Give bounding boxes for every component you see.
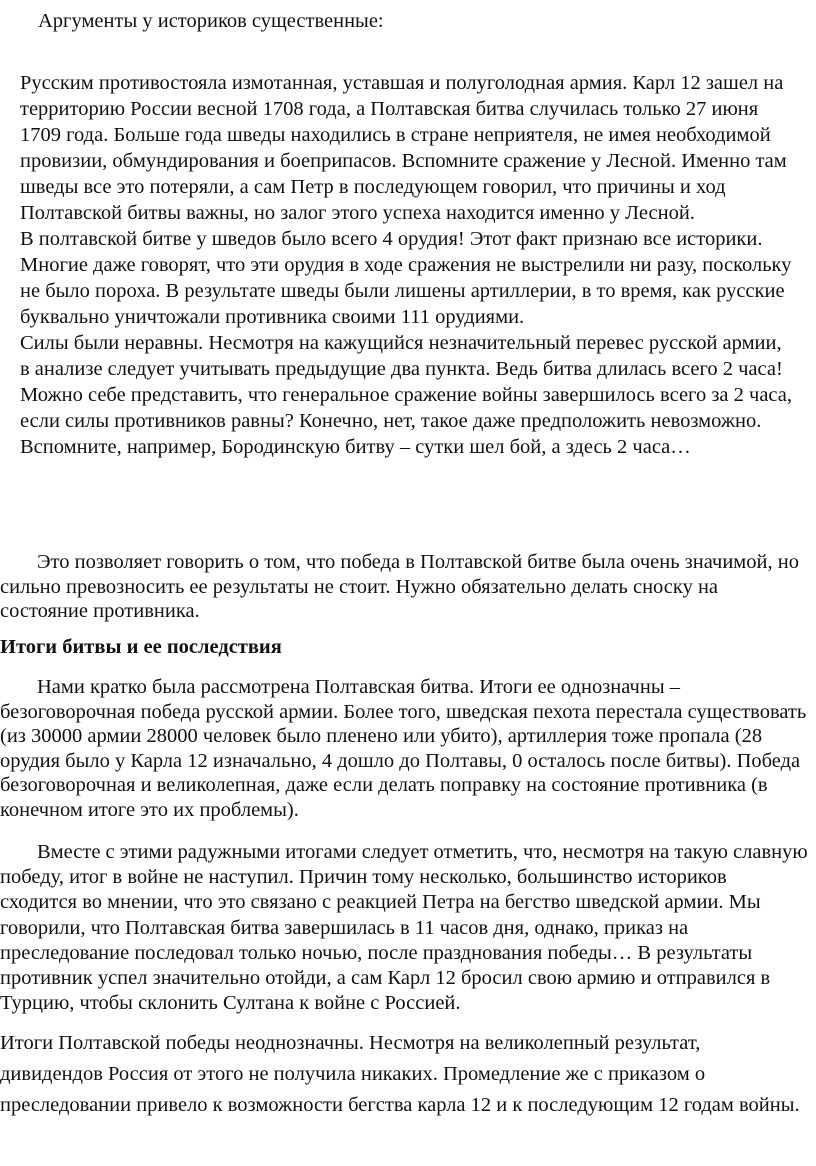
conclusion-paragraph: Это позволяет говорить о том, что победа в Полтавской битве была очень значимой, но сильно превозносить ее результаты не стоит. Нужно обязательно делать сноску на состояние противника. [0,551,799,622]
argument-paragraph-3: Силы были неравны. Несмотря на кажущийся незначительный перевес русской армии, в анализе следует учитывать предыдущие два пункта. Ведь битва длилась всего 2 часа! Можно себе представить, что генеральное сражение войны завершилось всего за 2 часа, если силы противников равны? Конечно, нет, такое даже предположить невозможно. Вспомните, например, Бородинскую битву – сутки шел бой, а здесь 2 часа… [20,332,792,458]
intro-paragraph: Аргументы у историков существенные: [38,10,384,32]
argument-paragraph-2: В полтавской битве у шведов было всего 4 орудия! Этот факт признаю все историки. Многие даже говорят, что эти орудия в ходе сражения не выстрелили ни разу, поскольку не было пороха. В результате шведы были лишены артиллерии, в то время, как русские буквально уничтожали противника своими 111 орудиями. [20,228,792,328]
results-paragraph-3: Итоги Полтавской победы неоднозначны. Несмотря на великолепный результат, дивидендов Россия от этого не получила никаких. Промедление же с приказом о преследовании привело к возможности бегства карла 12 и к последующим 12 годам войны. [0,1032,800,1116]
argument-paragraph-1: Русским противостояла измотанная, уставшая и полуголодная армия. Карл 12 зашел на территорию России весной 1708 года, а Полтавская битва случилась только 27 июня 1709 года. Больше года шведы находились в стране неприятеля, не имея необходимой провизии, обмундирования и боеприпасов. Вспомните сражение у Лесной. Именно там шведы все это потеряли, а сам Петр в последующем говорил, что причины и ход Полтавской битвы важны, но залог этого успеха находится именно у Лесной. [20,72,787,224]
section-heading: Итоги битвы и ее последствия [0,636,282,658]
results-paragraph-1: Нами кратко была рассмотрена Полтавская битва. Итоги ее однозначны – безоговорочная победа русской армии. Более того, шведская пехота перестала существовать (из 30000 армии 28000 человек было пленено или убито), артиллерия тоже пропала (28 орудия было у Карла 12 изначально, 4 дошло до Полтавы, 0 осталось после битвы). Победа безоговорочная и великолепная, даже если делать поправку на состояние противника (в конечном итоге это их проблемы). [0,676,807,821]
results-paragraph-2: Вместе с этими радужными итогами следует отметить, что, несмотря на такую славную победу, итог в войне не наступил. Причин тому несколько, большинство историков сходится во мнении, что это связано с реакцией Петра на бегство шведской армии. Мы говорили, что Полтавская битва завершилась в 11 часов дня, однако, приказ на преследование последовал только ночью, после празднования победы… В результаты противник успел значительно отойди, а сам Карл 12 бросил свою армию и отправился в Турцию, чтобы склонить Султана к войне с Россией. [0,841,808,1015]
arguments-list [20,70,796,460]
